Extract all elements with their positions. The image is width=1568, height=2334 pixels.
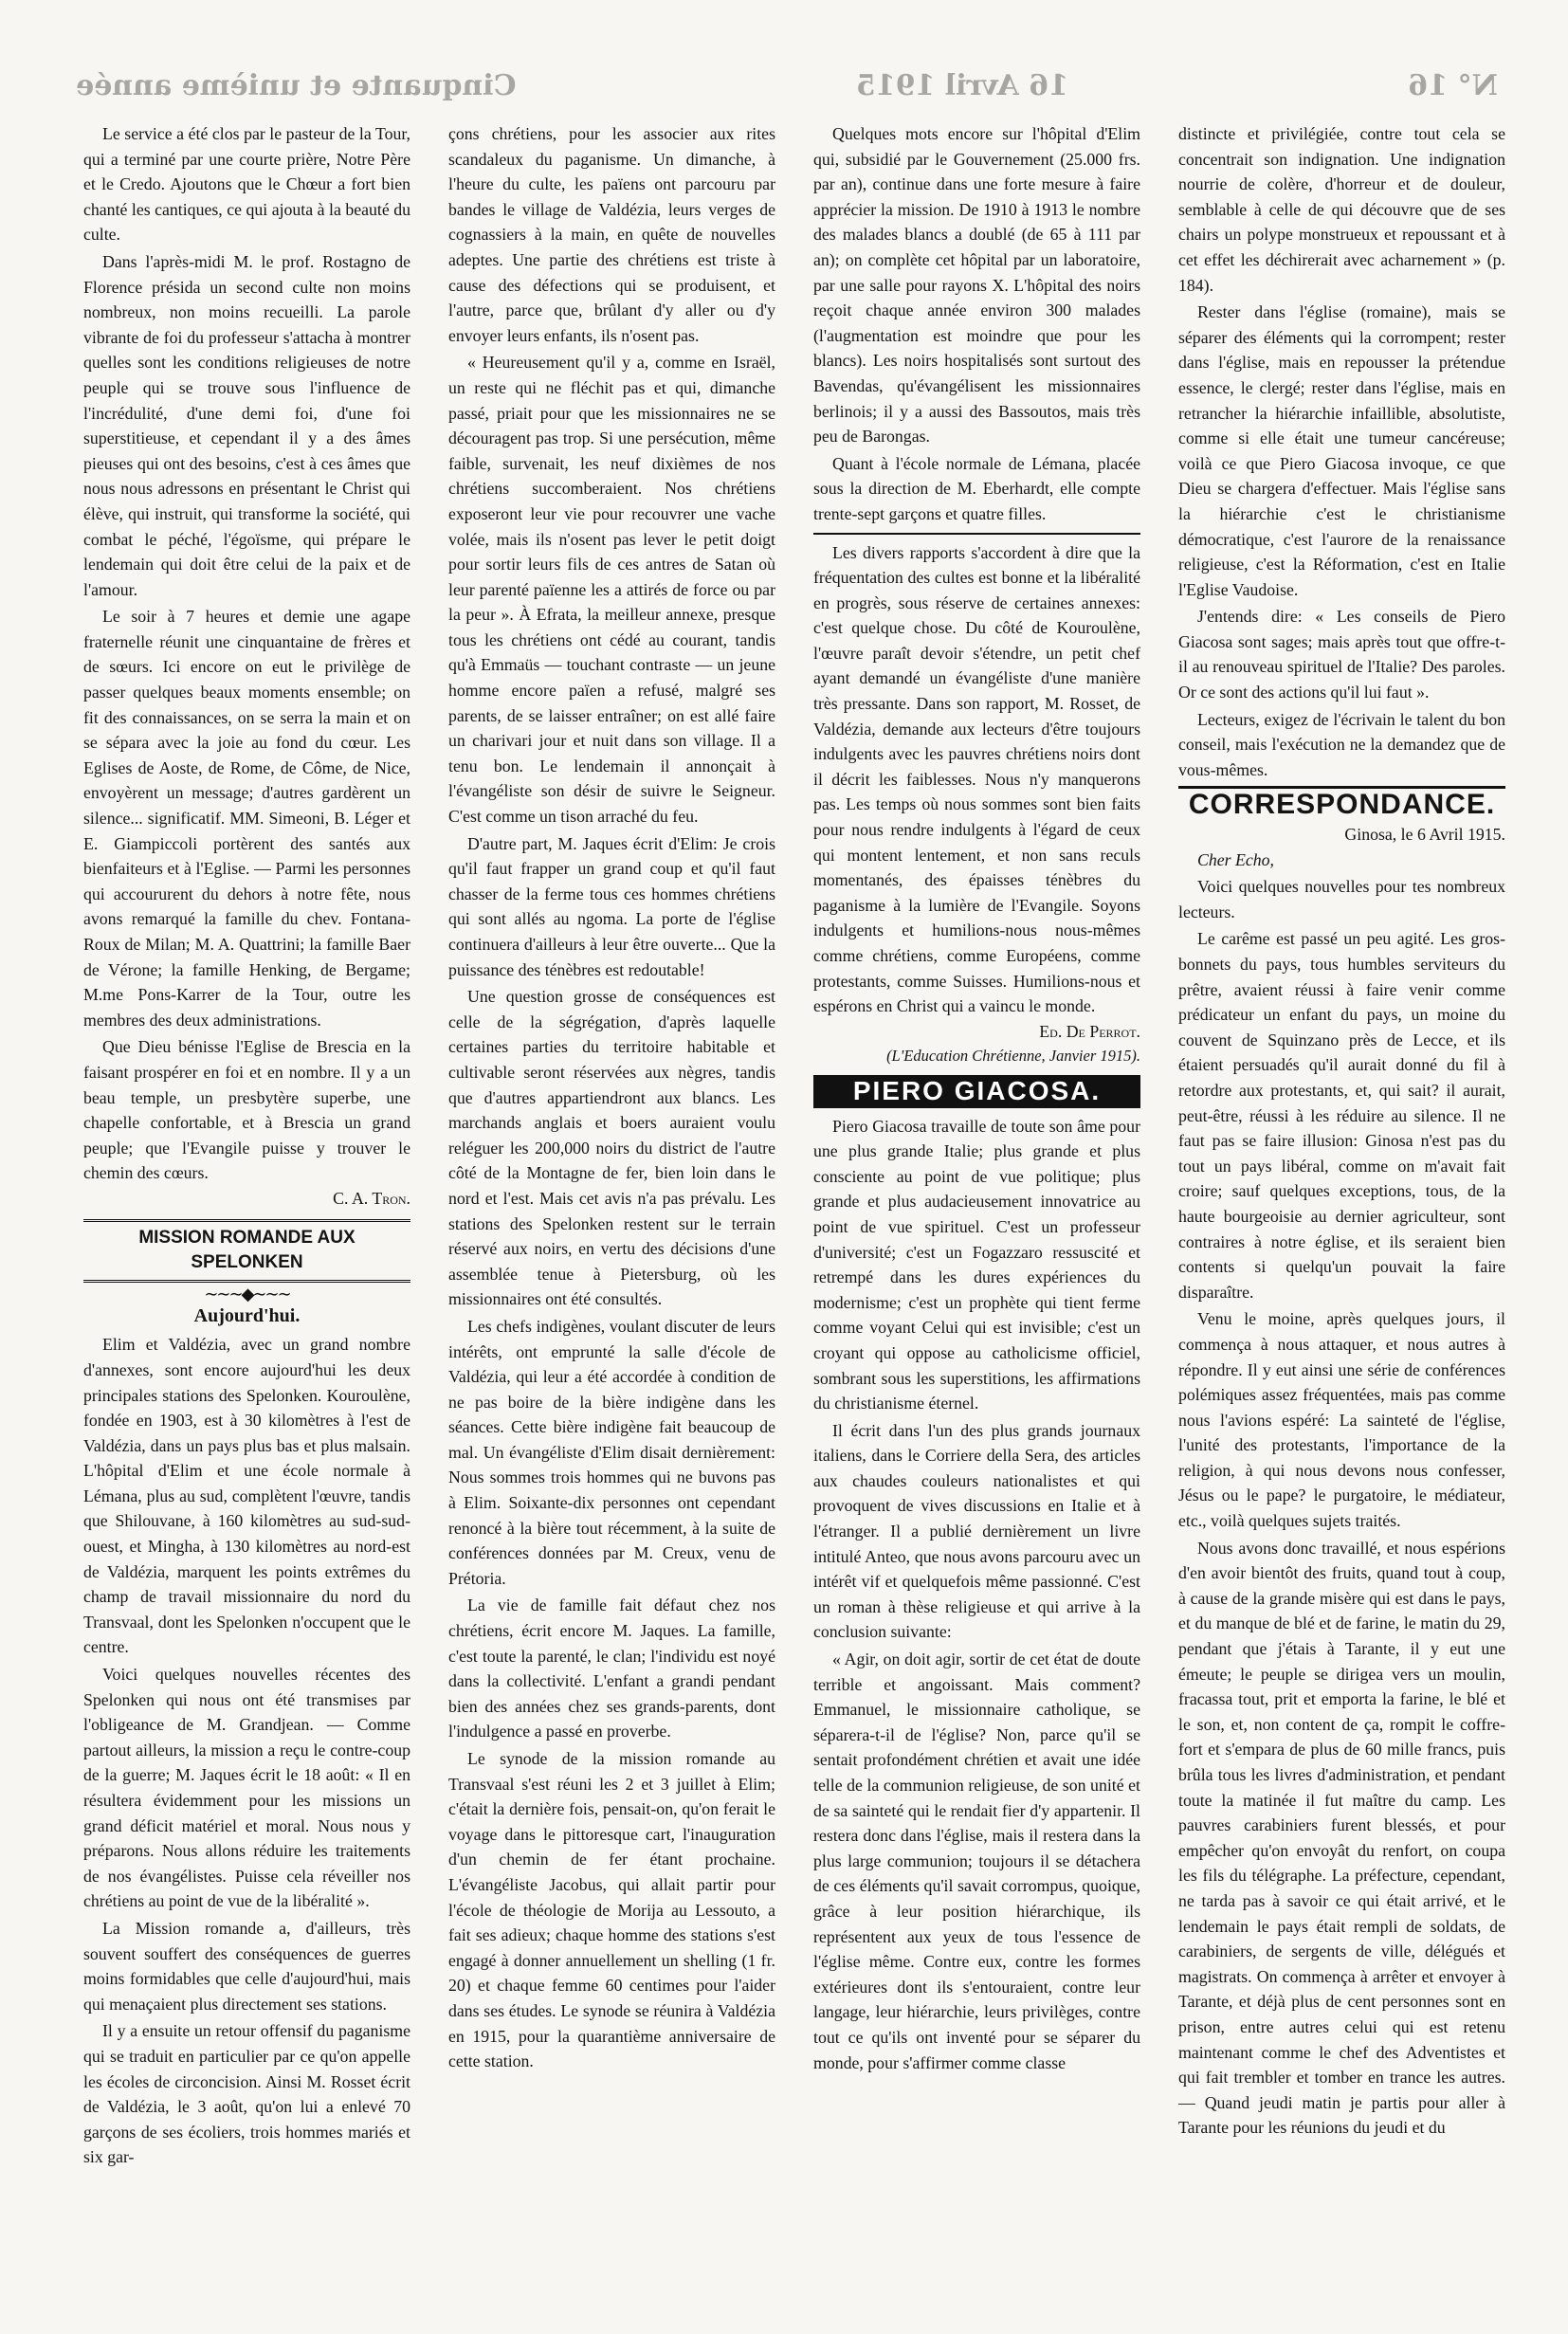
letter-dateline: Ginosa, le 6 Avril 1915. [1344, 825, 1505, 845]
section-heading-correspondance: CORRESPONDANCE. [1178, 786, 1505, 818]
paragraph: Dans l'après-midi M. le prof. Rostagno de Florence présida un second culte non moins nombreux, non moins recueilli. La parole vibrante de foi du professeur s'attacha à montrer quelles sont les conditions religieuses de notre peuple qui se trouve sous l'influence de l'incrédulité, d'une demi foi, d'une foi superstitieuse, et cependant il y a des âmes pieuses qui ont des besoins, c'est à ces âmes que nous nous adressons en présentant le Christ qui élève, qui instruit, qui transforme la société, qui combat le péché, l'égoïsme, qui prépare le lendemain qui doit être celui de la paix et de l'amour. [83, 251, 410, 599]
paragraph: J'entends dire: « Les conseils de Piero Giacosa sont sages; mais après tout que offre-t-il au renouveau spirituel de l'Italie? Des paroles. Or ce sont des actions qu'il lui faut ». [1178, 607, 1505, 702]
article-signature: Ed. De Perrot. [1039, 1021, 1140, 1041]
paragraph: Voici quelques nouvelles récentes des Spelonken qui nous ont été transmises par l'obligeance de M. Grandjean. — Comme partout ailleurs, la mission a reçu le contre-coup de la guerre; M. Jaques écrit le 18 août: « Il en résultera évidemment pour les missions un grand déficit matériel et moral. Nous nous y préparons. Nous allons réduire les traitements de nos évangélistes. Puisse cela réveiller nos chrétiens au point de vue de la libéralité ». [83, 1665, 410, 1911]
column-1 [83, 121, 410, 2302]
section-subheading: Aujourd'hui. [193, 1304, 301, 1326]
paragraph: D'autre part, M. Jaques écrit d'Elim: Je crois qu'il faut frapper un grand coup et qu'il faut chasser de la ferme tous ces hommes chrétiens qui sont allés au ngoma. La porte de l'église continuera d'ailleurs à leur être ouverte... Que la puissance des ténèbres est redoutable! [448, 833, 775, 979]
paragraph: Le carême est passé un peu agité. Les gros-bonnets du pays, tous humbles serviteurs du prêtre, avaient réussi à faire venir comme prédicateur un enfant du pays, un moine du couvent de Squinzano près de Lecce, et ils étaient persuadés qu'il aurait donné du fil à retordre aux protestants, et, qui sait? il aurait, peut-être, réussi à les réduire au silence. Il ne faut pas se faire illusion: Ginosa n'est pas du tout un pays libéral, comme on m'avait fait croire; sauf quelques exceptions, tous, de la haute bourgeoisie au dernier agriculteur, sont contraires à notre église, et ils seraient bien contents si quelqu'un pouvait la faire disparaître. [1178, 929, 1505, 1302]
text-columns [83, 121, 1505, 2302]
paragraph: Il écrit dans l'un des plus grands journaux italiens, dans le Corriere della Sera, des articles aux chaudes couleurs nationalistes et qui provoquent de vives discussions en Italie et à l'étranger. Il a publié dernièrement un livre intitulé Anteo, que nous avons parcouru avec un intérêt vif et quelquefois même passionné. C'est un roman à thèse religieuse et qui arrive à la conclusion suivante: [813, 1420, 1140, 1642]
paragraph: La Mission romande a, d'ailleurs, très souvent souffert des conséquences de guerres moins formidables que celle d'aujourd'hui, mais qui menaçaient plus directement ses stations. [83, 1918, 410, 2014]
paragraph: Les divers rapports s'accordent à dire que la fréquentation des cultes est bonne et la libéralité en progrès, sous réserve de certaines annexes: c'est quelque chose. Du côté de Kouroulène, l'œuvre paraît devoir s'étendre, un petit chef ayant demandé un évangéliste d'une manière très pressante. Dans son rapport, M. Rosset, de Valdézia, demande aux lecteurs d'être toujours indulgents avec les pauvres chrétiens noirs dont il décrit les faiblesses. Nous n'y manquerons pas. Les temps où nous sommes sont bien faits pour nous rendre indulgents à l'égard de ceux qui montent lentement, et non sans reculs momentanés, des épaisses ténèbres du paganisme à la lumière de l'Evangile. Soyons indulgents et humilions-nous nous-mêmes comme chrétiens, comme Européens, comme protestants, comme Suisses. Humilions-nous et espérons en Christ qui a vaincu le monde. [813, 542, 1140, 1016]
paragraph: Elim et Valdézia, avec un grand nombre d'annexes, sont encore aujourd'hui les deux principales stations des Spelonken. Kouroulène, fondée en 1903, est à 30 kilomètres à l'est de Valdézia, dans un pays plus bas et plus malsain. L'hôpital d'Elim et une école normale à Lémana, plus au sud, complètent l'œuvre, tandis que Shilouvane, à 160 kilomètres au sud-sud-ouest, et Mingha, à 130 kilomètres au nord-est de Valdézia, marquent les points extrêmes du champ de travail missionnaire du nord du Transvaal, dont les Spelonken n'occupent que le centre. [83, 1335, 410, 1657]
divider-rule [813, 533, 1140, 535]
paragraph: Lecteurs, exigez de l'écrivain le talent du bon conseil, mais l'exécution ne la demandez que de vous-mêmes. [1178, 709, 1505, 779]
paragraph: Le soir à 7 heures et demie une agape fraternelle réunit une cinquantaine de frères et de sœurs. Ici encore on eut le privilège de passer quelques beaux moments ensemble; on fit des connaissances, on se serra la main et on se sépara avec la joie au fond du cœur. Les Eglises de Aoste, de Rome, de Côme, de Nice, envoyèrent un message; d'autres gardèrent un silence... significatif. MM. Simeoni, B. Léger et E. Giampiccoli portèrent des santés aux bienfaiteurs et à l'Eglise. — Parmi les personnes qui accoururent du dehors à notre fête, nous avons remarqué la famille du chev. Fontana-Roux de Milan; M. A. Quattrini; la famille Baer de Vérone; la famille Henking, de Bergame; M.me Pons-Karrer de la Tour, outre les membres des deux administrations. [83, 607, 410, 1030]
paragraph: Le service a été clos par le pasteur de la Tour, qui a terminé par une courte prière, Notre Père et le Credo. Ajoutons que le Chœur a fort bien chanté les cantiques, ce qui ajouta à la beauté du culte. [83, 124, 410, 245]
paragraph: çons chrétiens, pour les associer aux rites scandaleux du paganisme. Un dimanche, à l'heure du culte, les païens ont parcouru par bandes le village de Valdézia, leurs verges de cognassiers à la main, en quête de nouvelles adeptes. Une partie des chrétiens est triste à cause des défections qui se produisent, et l'autre, parce que, brûlant d'y aller ou d'y envoyer leurs enfants, ils n'osent pas. [448, 124, 775, 345]
paragraph: « Agir, on doit agir, sortir de cet état de doute terrible et angoissant. Mais comment? Emmanuel, le missionnaire catholique, se séparera-t-il de l'église? Non, parce qu'il se sentait profondément chrétien et avait une idée telle de la communion religieuse, de son unité et de sa sainteté qui le rendait fier d'y appartenir. Il restera donc dans l'église, mais il restera dans la plus large communion; toujours il se détachera de ces éléments qu'il savait corrompus, quoique, grâce à leur position hiérarchique, ils représentent aux yeux de tous l'essence de l'église même. Contre eux, contre les formes extérieures dont ils s'entouraient, contre leur langage, leur hiérarchie, leurs privilèges, contre tout ce qu'ils ont inventé pour se séparer du monde, pour s'affirmer comme classe [813, 1650, 1140, 2072]
article-source: (L'Education Chrétienne, Janvier 1915). [886, 1047, 1140, 1066]
letter-salutation: Cher Echo, [1197, 849, 1274, 869]
section-heading-mission: MISSION ROMANDE AUX SPELONKEN [83, 1219, 410, 1283]
article-signature: C. A. Tron. [333, 1188, 410, 1208]
paragraph: Piero Giacosa travaille de toute son âme pour une plus grande Italie; plus grande et plus consciente au point de vue politique; plus grande et plus audacieusement innovatrice au point de vue spirituel. C'est un professeur d'université; c'est un Fogazzaro ressuscité et retrempé dans les dures expériences du modernisme; c'est un prophète qui tient ferme comme voyant Celui qui est invisible; c'est un croyant qui oppose au catholicisme officiel, sombrant sous les superstitions, les affirmations du christianisme éternel. [813, 1116, 1140, 1413]
paragraph: La vie de famille fait défaut chez nos chrétiens, écrit encore M. Jaques. La famille, c'est toute la parenté, le clan; l'individu est noyé dans la collectivité. L'enfant a grandi pendant bien des années chez ses grands-parents, dont l'indulgence a passé en proverbe. [448, 1596, 775, 1741]
paragraph: Que Dieu bénisse l'Eglise de Brescia en la faisant prospérer en foi et en nombre. Il y a un beau temple, un presbytère superbe, une chapelle confortable, et à Brescia un grand peuple; que l'Evangile puisse y trouver le chemin des cœurs. [83, 1037, 410, 1183]
paragraph: Le synode de la mission romande au Transvaal s'est réuni les 2 et 3 juillet à Elim; c'était la dernière fois, pensait-on, qu'on ferait le voyage dans le pittoresque cart, l'inauguration d'un chemin de fer étant prochaine. L'évangéliste Jacobus, qui allait partir pour l'école de théologie de Morija au Lessouto, a fait ses adieux; chaque homme des stations s'est engagé à donner annuellement un shelling (1 fr. 20) et chaque femme 60 centimes pour l'aider dans ses études. Le synode se réunira à Valdézia en 1915, pour la quarantième anniversaire de cette station. [448, 1749, 775, 2071]
paragraph: distincte et privilégiée, contre tout cela se concentrait son indignation. Une indignation nourrie de colère, d'horreur et de douleur, semblable à celle de qui découvre que de ses chairs un polype monstrueux et repoussant et à cet effet les déchirerait avec acharnement » (p. 184). [1178, 124, 1505, 295]
paragraph: Rester dans l'église (romaine), mais se séparer des éléments qui la corrompent; rester dans l'église, mais en repousser la prétendue essence, le clergé; rester dans l'église, mais en retrancher la hiérarchie infaillible, absolutiste, comme si elle était une tumeur cancéreuse; voilà ce que Piero Giacosa invoque, ce que Dieu se chargera d'effectuer. Mais l'église sans la hiérarchie c'est le christianisme démocratique, c'est l'aurore de la renaissance religieuse, c'est la Réformation, c'est en Italie l'Eglise Vaudoise. [1178, 302, 1505, 599]
column-4 [1178, 121, 1505, 2302]
paragraph: Voici quelques nouvelles pour tes nombreux lecteurs. [1178, 877, 1505, 921]
paragraph: Nous avons donc travaillé, et nous espérions d'en avoir bientôt des fruits, quand tout à coup, à cause de la grande misère qui est dans le pays, et du manque de blé et de farine, le matin du 29, pendant que j'étais à Tarante, il y eut une émeute; le peuple se dirigea vers un moulin, fracassa tout, prit et emporta la farine, le blé et le son, et, non content de ça, rompit le coffre-fort et s'empara de plus de 60 mille francs, puis brûla tous les livres d'administration, et pendant toute la matinée il fut maître du camp. Les pauvres carabiniers furent blessés, et pour empêcher qu'on envoyât du renfort, on coupa les fils du télégraphe. La préfecture, cependant, ne tarda pas à savoir ce qui était arrivé, et le lendemain le pays était rempli de soldats, de carabiniers, de sergents de ville, délégués et magistrats. On commença à arrêter et envoyer à Tarante, et déjà plus de cent personnes sont en prison, entre autres celui qui est retenu maintenant comme le chef des Adventistes et qui fait trembler et tomber en trance les autres. — Quand jeudi matin je partis pour aller à Tarante pour les réunions du jeudi et du [1178, 1538, 1505, 2138]
paragraph: Les chefs indigènes, voulant discuter de leurs intérêts, ont emprunté la salle d'école de Valdézia, qui leur a été accordée à condition de ne pas boire de la bière indigène dans les séances. Cette bière indigène fait beaucoup de mal. Un évangéliste d'Elim disait dernièrement: Nous sommes trois hommes qui ne buvons pas à Elim. Soixante-dix personnes ont cependant renoncé à la bière tout récemment, à la suite de conférences données par M. Creux, venu de Prétoria. [448, 1316, 775, 1588]
column-2 [448, 121, 775, 2302]
column-3 [813, 121, 1140, 2302]
paragraph: Quant à l'école normale de Lémana, placée sous la direction de M. Eberhardt, elle compte trente-sept garçons et quatre filles. [813, 453, 1140, 523]
paragraph: Une question grosse de conséquences est celle de la ségrégation, d'après laquelle certaines parties du territoire habitable et cultivable seront réservées aux nègres, tandis que d'autres appartiendront aux blancs. Les marchands anglais et boers auraient voulu reléguer les 200,000 noirs du district de l'autre côté de la Montagne de fer, bien loin dans le nord et l'est. Mais cet avis n'a pas prévalu. Les stations des Spelonken restent sur le terrain réservé aux noirs, en vertu des décisions d'une assemblée tenue à Pietersburg, où les missionnaires ont été consultés. [448, 987, 775, 1309]
section-heading-giacosa: PIERO GIACOSA. [813, 1075, 1140, 1108]
bleed-through-header [76, 66, 1498, 104]
header-volume: Cinquante et unième année [76, 68, 517, 102]
header-issue-number: N° 16 [1408, 68, 1498, 102]
paragraph: Il y a ensuite un retour offensif du paganisme qui se traduit en particulier par ce qu'on appelle les écoles de circoncision. Ainsi M. Rosset écrit de Valdézia, le 3 août, qu'on lui a enlevé 70 garçons de ses écoliers, trois hommes mariés et six gar- [83, 2021, 410, 2167]
paragraph: Quelques mots encore sur l'hôpital d'Elim qui, subsidié par le Gouvernement (25.000 frs. par an), continue dans une forte mesure à faire apprécier la mission. De 1910 à 1913 le nombre des malades blancs a doublé (de 65 à 111 par an); on complète cet hôpital par un laboratoire, par une salle pour rayons X. L'hôpital des noirs reçoit chaque année environ 300 malades (l'augmentation est moindre que pour les blancs). Les noirs hospitalisés sont surtout des Bavendas, qu'évangélisent les missionnaires berlinois; il y a aussi des Bassoutos, mais très peu de Barongas. [813, 124, 1140, 447]
header-date: 16 Avril 1915 [855, 68, 1069, 102]
paragraph: Venu le moine, après quelques jours, il commença à nous attaquer, et nous autres à répondre. Il y eut ainsi une série de conférences polémiques assez fréquentées, mais pas comme nous l'avions espéré: La sainteté de l'église, l'unité des protestants, l'importance de la religion, à qui nous devons nous confesser, Jésus ou le pape? le purgatoire, le médiateur, etc., voilà quelques sujets traités. [1178, 1309, 1505, 1531]
paragraph: « Heureusement qu'il y a, comme en Israël, un reste qui ne fléchit pas et qui, dimanche passé, priait pour que les missionnaires ne se découragent pas trop. Si une persécution, même faible, survenait, les neuf dixièmes de nos chrétiens succomberaient. Nos chrétiens exposeront leur vie pour recouvrer une vache volée, mais ils n'osent pas lever le petit doigt pour sortir leurs fils de ces antres de Satan où leur parenté païenne les a attirés de force ou par la peur ». À Efrata, la meilleur annexe, presque tous les chrétiens ont cédé au courant, tandis qu'à Emmaüs — touchant contraste — un jeune homme encore païen a refusé, malgré ses parents, de se laisser entraîner; on est allé faire un charivari jour et nuit dans son village. Il a tenu bon. Le lendemain il annonçait à l'évangéliste son désir de suivre le Seigneur. C'est comme un tison arraché du feu. [448, 353, 775, 827]
ornament-divider: ∼∼∼◆∼∼∼ [204, 1284, 290, 1304]
